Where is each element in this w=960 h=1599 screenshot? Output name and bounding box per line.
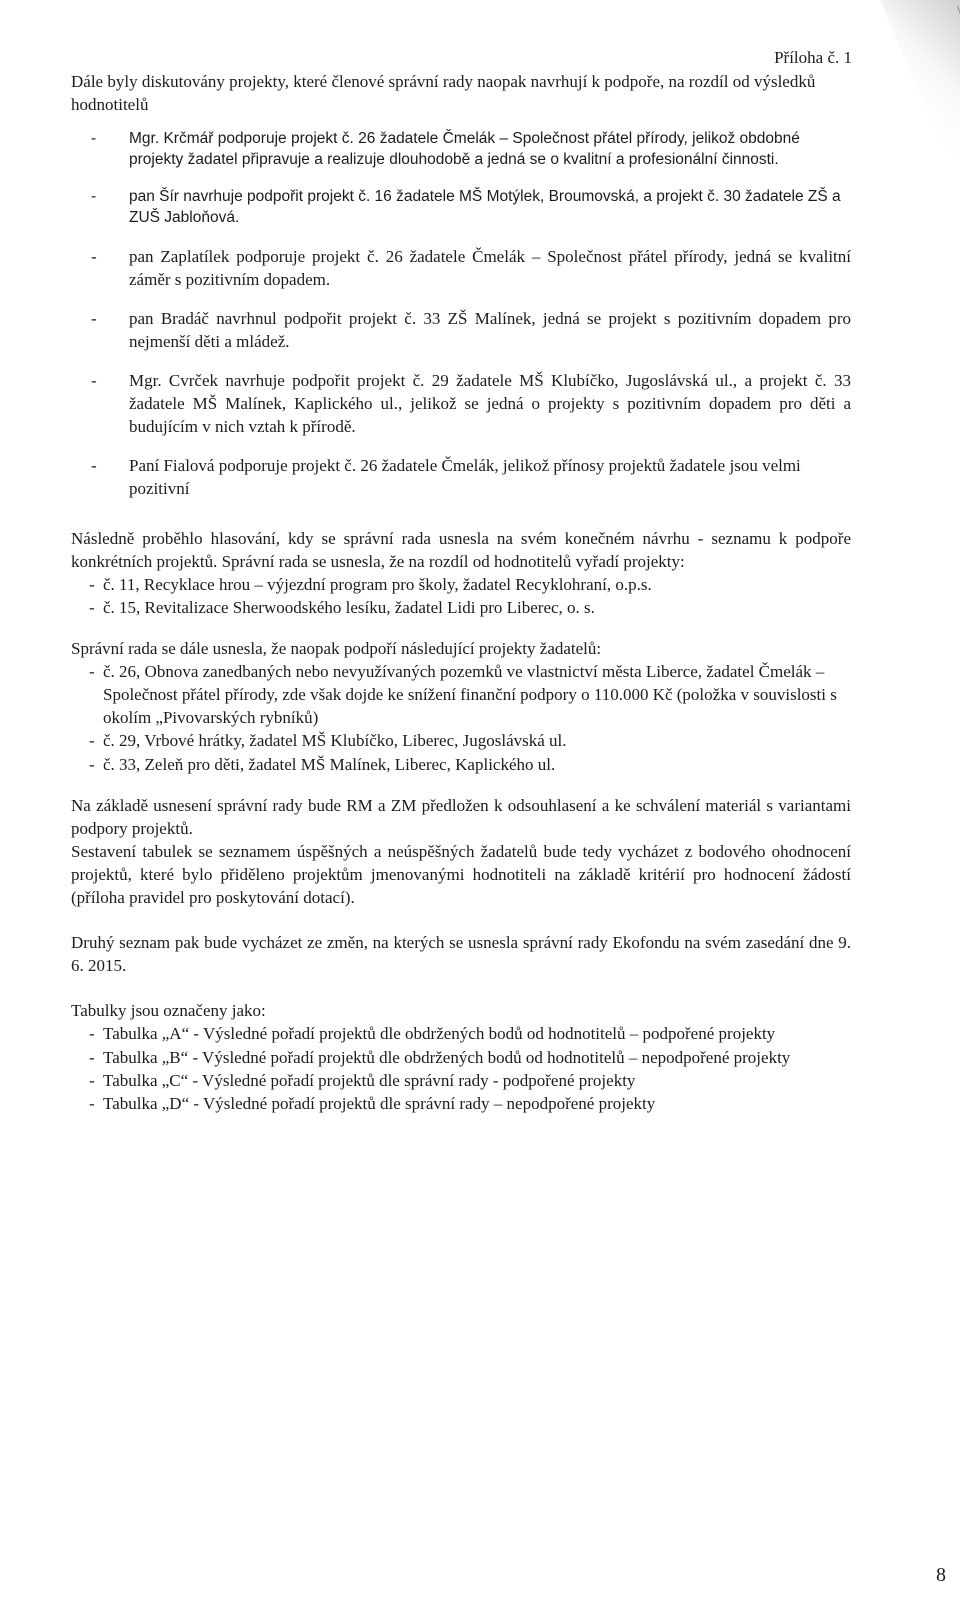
intro-paragraph: Dále byly diskutovány projekty, které členové správní rady naopak navrhují k podpoře, na rozdíl od výsledků hodnotitelů: [71, 72, 816, 115]
second-list-paragraph: Druhý seznam pak bude vycházet ze změn, na kterých se usnesla správní rady Ekofondu na svém zasedání dne 9. 6. 2015.: [71, 933, 851, 976]
list-item: - pan Bradáč navrhnul podpořit projekt č. 33 ZŠ Malínek, jedná se projekt s pozitivním dopadem pro nejmenší děti a mládež.: [71, 307, 851, 353]
list-item: - č. 33, Zeleň pro děti, žadatel MŠ Malínek, Liberec, Kaplického ul.: [71, 753, 851, 776]
list-item: - Mgr. Krčmář podporuje projekt č. 26 žadatele Čmelák – Společnost přátel přírody, jelikož obdobné projekty žadatel připravuje a realizuje dlouhodobě a jedná se o kvalitní a profesionální činnosti.: [71, 128, 851, 170]
list-item: - Tabulka „A“ - Výsledné pořadí projektů dle obdržených bodů od hodnotitelů – podpořené projekty: [71, 1022, 851, 1045]
document-body: [71, 70, 851, 1115]
list-item: - pan Šír navrhuje podpořit projekt č. 16 žadatele MŠ Motýlek, Broumovská, a projekt č. 30 žadatele ZŠ a ZUŠ Jabloňová.: [71, 186, 851, 228]
resolution-paragraph: Na základě usnesení správní rady bude RM a ZM předložen k odsouhlasení a ke schválení materiál s variantami podpory projektů.: [71, 795, 851, 838]
list-item: - č. 26, Obnova zanedbaných nebo nevyužívaných pozemků ve vlastnictví města Liberce, žadatel Čmelák – Společnost přátel přírody, zde však dojde ke snížení finanční podpory o 110.000 Kč (položka v souvislosti s okolím „Pivovarských rybníků): [71, 660, 851, 729]
board-opinions-list: [71, 128, 851, 500]
list-item: - č. 15, Revitalizace Sherwoodského lesíku, žadatel Lidi pro Liberec, o. s.: [71, 596, 851, 619]
tables-intro: Tabulky jsou označeny jako:: [71, 1001, 266, 1021]
supported-projects-list: [71, 660, 851, 776]
page-number: 8: [936, 1564, 946, 1586]
list-item: - Paní Fialová podporuje projekt č. 26 žadatele Čmelák, jelikož přínosy projektů žadatele jsou velmi pozitivní: [71, 454, 851, 500]
tables-list: [71, 1022, 851, 1114]
list-item: - č. 29, Vrbové hrátky, žadatel MŠ Klubíčko, Liberec, Jugoslávská ul.: [71, 729, 851, 752]
list-item: - pan Zaplatílek podporuje projekt č. 26 žadatele Čmelák – Společnost přátel přírody, jedná se kvalitní záměr s pozitivním dopadem.: [71, 245, 851, 291]
supported-intro: Správní rada se dále usnesla, že naopak podpoří následující projekty žadatelů:: [71, 638, 602, 658]
list-item: - č. 11, Recyklace hrou – výjezdní program pro školy, žadatel Recyklohraní, o.p.s.: [71, 573, 851, 596]
list-item: - Mgr. Cvrček navrhuje podpořit projekt č. 29 žadatele MŠ Klubíčko, Jugoslávská ul., a projekt č. 33 žadatele MŠ Malínek, Kaplického ul., jelikož se jedná o projekty s pozitivním dopadem pro děti a budujícím v nich vztah k přírodě.: [71, 369, 851, 438]
scan-corner-shadow: [880, 0, 960, 190]
list-item: - Tabulka „B“ - Výsledné pořadí projektů dle obdržených bodů od hodnotitelů – nepodpořené projekty: [71, 1046, 851, 1069]
vote-paragraph: Následně proběhlo hlasování, kdy se správní rada usnesla na svém konečném návrhu - seznamu k podpoře konkrétních projektů. Správní rada se usnesla, že na rozdíl od hodnotitelů vyřadí projekty:: [71, 528, 851, 571]
tables-basis-paragraph: Sestavení tabulek se seznamem úspěšných a neúspěšných žadatelů bude tedy vycházet z bodového ohodnocení projektů, které bylo přiděleno projektům jmenovanými hodnotiteli na základě kritérií pro hodnocení žádostí (příloha pravidel pro poskytování dotací).: [71, 841, 851, 908]
excluded-projects-list: [71, 573, 851, 619]
list-item: - Tabulka „C“ - Výsledné pořadí projektů dle správní rady - podpořené projekty: [71, 1069, 851, 1092]
list-item: - Tabulka „D“ - Výsledné pořadí projektů dle správní rady – nepodpořené projekty: [71, 1092, 851, 1115]
annex-label: Příloha č. 1: [774, 48, 852, 67]
